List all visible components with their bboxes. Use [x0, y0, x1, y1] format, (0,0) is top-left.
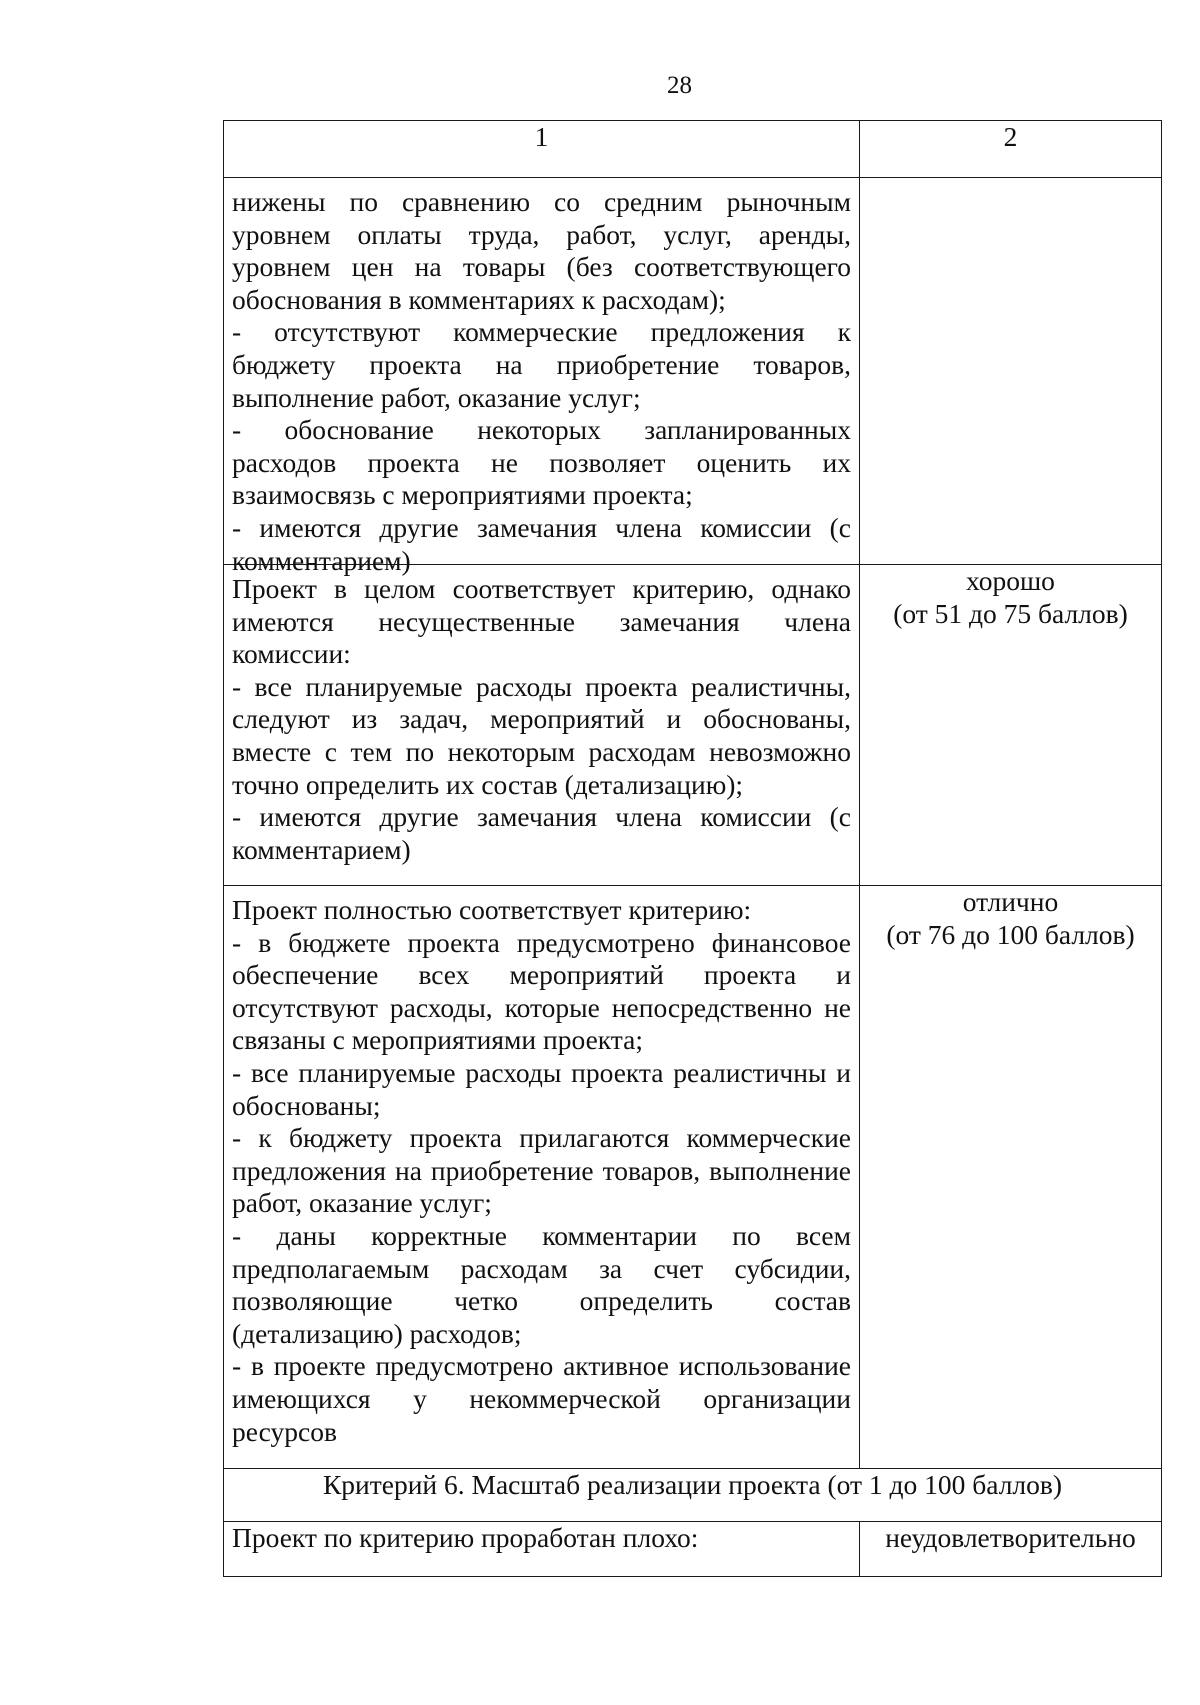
table-row [224, 1522, 1162, 1577]
score-cell [860, 178, 1162, 565]
score-grade: отлично [962, 886, 1059, 917]
criterion-paragraph: - даны корректные комментарии по всем предполагаемым расходам за счет субсидии, позволяющие четко определить состав (детализацию) расходов; [232, 1219, 851, 1349]
criterion-paragraph: - в бюджете проекта предусмотрено финансовое обеспечение всех мероприятий проекта и отсутствуют расходы, которые непосредственно не связаны с мероприятиями проекта; [232, 926, 851, 1056]
criterion-description-cell [224, 1522, 860, 1577]
criterion-description-cell [224, 178, 860, 576]
score-grade: хорошо [966, 565, 1055, 596]
table-row [224, 886, 1162, 1469]
criterion-section-title: Критерий 6. Масштаб реализации проекта (от 1 до 100 баллов) [224, 1469, 1162, 1522]
score-cell [860, 565, 1162, 886]
column-header-2: 2 [860, 121, 1162, 178]
table-row [224, 565, 1162, 886]
criterion-paragraph: - отсутствуют коммерческие предложения к бюджету проекта на приобретение товаров, выполнение работ, оказание услуг; [232, 316, 851, 413]
score-range: (от 76 до 100 баллов) [886, 918, 1135, 950]
score-range: (от 51 до 75 баллов) [893, 597, 1128, 629]
criteria-table [223, 120, 1162, 1577]
criterion-paragraph: - обоснование некоторых запланированных расходов проекта не позволяет оценить их взаимосвязь с мероприятиями проекта; [232, 414, 851, 511]
criterion-paragraph: - все планируемые расходы проекта реалистичны и обоснованы; [232, 1056, 851, 1121]
criterion-description-cell [224, 886, 860, 1469]
table-row [224, 178, 1162, 565]
criterion-paragraph: Проект полностью соответствует критерию: [232, 894, 752, 925]
criterion-paragraph: Проект в целом соответствует критерию, однако имеются несущественные замечания члена комиссии: [232, 573, 851, 670]
criterion-description-cell [224, 565, 860, 886]
criterion-paragraph: - в проекте предусмотрено активное использование имеющихся у некоммерческой организации ресурсов [232, 1350, 851, 1447]
page-number: 28 [667, 72, 692, 99]
criterion-paragraph: - имеются другие замечания члена комиссии (с комментарием) [232, 511, 851, 576]
criterion-paragraph: Проект по критерию проработан плохо: [232, 1522, 699, 1553]
score-cell [860, 886, 1162, 1469]
criterion-paragraph: - к бюджету проекта прилагаются коммерческие предложения на приобретение товаров, выполнение работ, оказание услуг; [232, 1122, 851, 1219]
criterion-paragraph: - имеются другие замечания члена комиссии (с комментарием) [232, 801, 851, 865]
section-title-row [224, 1469, 1162, 1522]
criterion-paragraph: нижены по сравнению со средним рыночным уровнем оплаты труда, работ, услуг, аренды, уровнем цен на товары (без соответствующего обоснования в комментариях к расходам); [232, 186, 851, 315]
score-grade: неудовлетворительно [860, 1522, 1162, 1577]
table-header-row [224, 121, 1162, 178]
criterion-paragraph: - все планируемые расходы проекта реалистичны, следуют из задач, мероприятий и обоснованы, вместе с тем по некоторым расходам невозможно точно определить их состав (детализацию); [232, 670, 851, 800]
column-header-1: 1 [224, 121, 860, 178]
